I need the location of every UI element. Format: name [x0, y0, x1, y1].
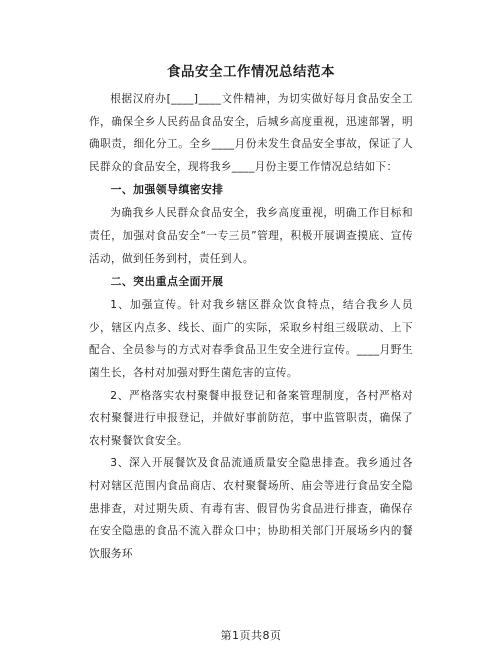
- section-2-item-1: 1、加强宣传。针对我乡辖区群众饮食特点，结合我乡人员少，辖区内点多、线长、面广的实际，采取乡村组三级联动、上下配合、全员参与的方式对春季食品卫生安全进行宣传。____月野生菌生长，各村对加强对野生菌危害的宣传。: [89, 299, 413, 379]
- page-number-footer: 第1页共8页: [220, 629, 282, 642]
- intro-paragraph: 根据汉府办[____]____文件精神，为切实做好每月食品安全工作，确保全乡人民药品食品安全，后城乡高度重视，迅速部署，明确职责，细化分工。全乡____月份未发生食品安全事故，保证了人民群众的食品安全，现将我乡____月份主要工作情况总结如下：: [89, 93, 413, 173]
- section-1-paragraph: 为确我乡人民群众食品安全，我乡高度重视，明确工作目标和责任，加强对食品安全“一专三员”管理，积极开展调查摸底、宣传活动，做到任务到村，责任到人。: [89, 207, 413, 265]
- document-body: [89, 88, 413, 565]
- section-heading-2: 二、突出重点全面开展: [110, 275, 224, 289]
- section-2-item-2: 2、严格落实农村聚餐申报登记和备案管理制度，各村严格对农村聚餐进行申报登记，并做好事前防范，事中监管职责，确保了农村聚餐饮食安全。: [89, 389, 413, 447]
- section-2-item-3: 3、深入开展餐饮及食品流通质量安全隐患排查。我乡通过各村对辖区范围内食品商店、农村聚餐场所、庙会等进行食品安全隐患排查，对过期失质、有毒有害、假冒伪劣食品进行排查，确保存在安全隐患的食品不流入群众口中；协助相关部门开展场乡内的餐饮服务环: [89, 457, 413, 560]
- section-heading-1: 一、加强领导缜密安排: [110, 183, 224, 197]
- document-title: 食品安全工作情况总结范本: [167, 64, 335, 80]
